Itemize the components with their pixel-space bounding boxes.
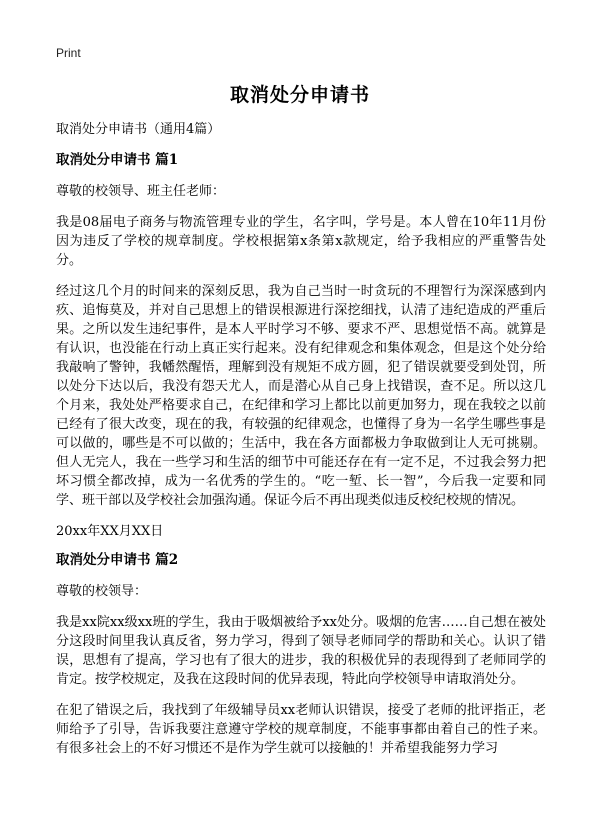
page-title: 取消处分申请书: [229, 84, 370, 106]
document-body: [56, 120, 546, 770]
section-1-salutation: 尊敬的校领导、班主任老师：: [56, 184, 226, 199]
section-2-paragraph-1: 我是xx院xx级xx班的学生，我由于吸烟被给予xx处分。吸烟的危害……自己想在被处分这段时间里我认真反省，努力学习，得到了领导老师同学的帮助和关心。认识了错误，思想有了提高，学习也有了很大的进步，我的积极优异的表现得到了老师同学的肯定。按学校规定，及我在这段时间的优异表现，特此向学校领导申请取消处分。: [56, 615, 546, 687]
document-subtitle: 取消处分申请书（通用4篇）: [56, 122, 221, 137]
section-1-paragraph-1: 我是08届电子商务与物流管理专业的学生，名字叫，学号是。本人曾在10年11月份因为违反了学校的规章制度。学校根据第x条第x款规定，给予我相应的严重警告处分。: [56, 215, 546, 268]
section-2-paragraph-2: 在犯了错误之后，我找到了年级辅导员xx老师认识错误，接受了老师的批评指正，老师给予了引导，告诉我要注意遵守学校的规章制度，不能事事都由着自己的性子来。有很多社会上的不好习惯还不是作为学生就可以接触的！并希望我能努力学习: [56, 703, 546, 756]
section-1-heading: 取消处分申请书 篇1: [56, 152, 179, 168]
section-1-paragraph-2: 经过这几个月的时间来的深刻反思，我为自己当时一时贪玩的不理智行为深深感到内疚、追悔莫及，并对自己思想上的错误根源进行深挖细找，认清了违纪造成的严重后果。之所以发生违纪事件，是本人平时学习不够、要求不严、思想觉悟不高。就算是有认识，也没能在行动上真正实行起来。没有纪律观念和集体观念，但是这个处分给我敲响了警钟，我幡然醒悟，理解到没有规矩不成方圆，犯了错误就要受到处罚，所以处分下达以后，我没有怨天尤人，而是潜心从自己身上找错误，查不足。所以这几个月来，我处处严格要求自己，在纪律和学习上都比以前更加努力，现在我较之以前已经有了很大改变，现在的我，有较强的纪律观念，也懂得了身为一名学生哪些事是可以做的，哪些是不可以做的；生活中，我在各方面都极力争取做到让人无可挑剔。但人无完人，我在一些学习和生活的细节中可能还存在有一定不足，不过我会努力把坏习惯全都改掉，成为一名优秀的学生的。“吃一堑、长一智”，今后我一定要和同学、班干部以及学校社会加强沟通。保证今后不再出现类似违反校纪校规的情况。: [56, 284, 546, 508]
section-2-salutation: 尊敬的校领导：: [56, 584, 148, 599]
print-link[interactable]: Print: [56, 46, 81, 60]
section-1-date: 20xx年XX月XX日: [56, 524, 164, 539]
section-2-heading: 取消处分申请书 篇2: [56, 552, 179, 568]
